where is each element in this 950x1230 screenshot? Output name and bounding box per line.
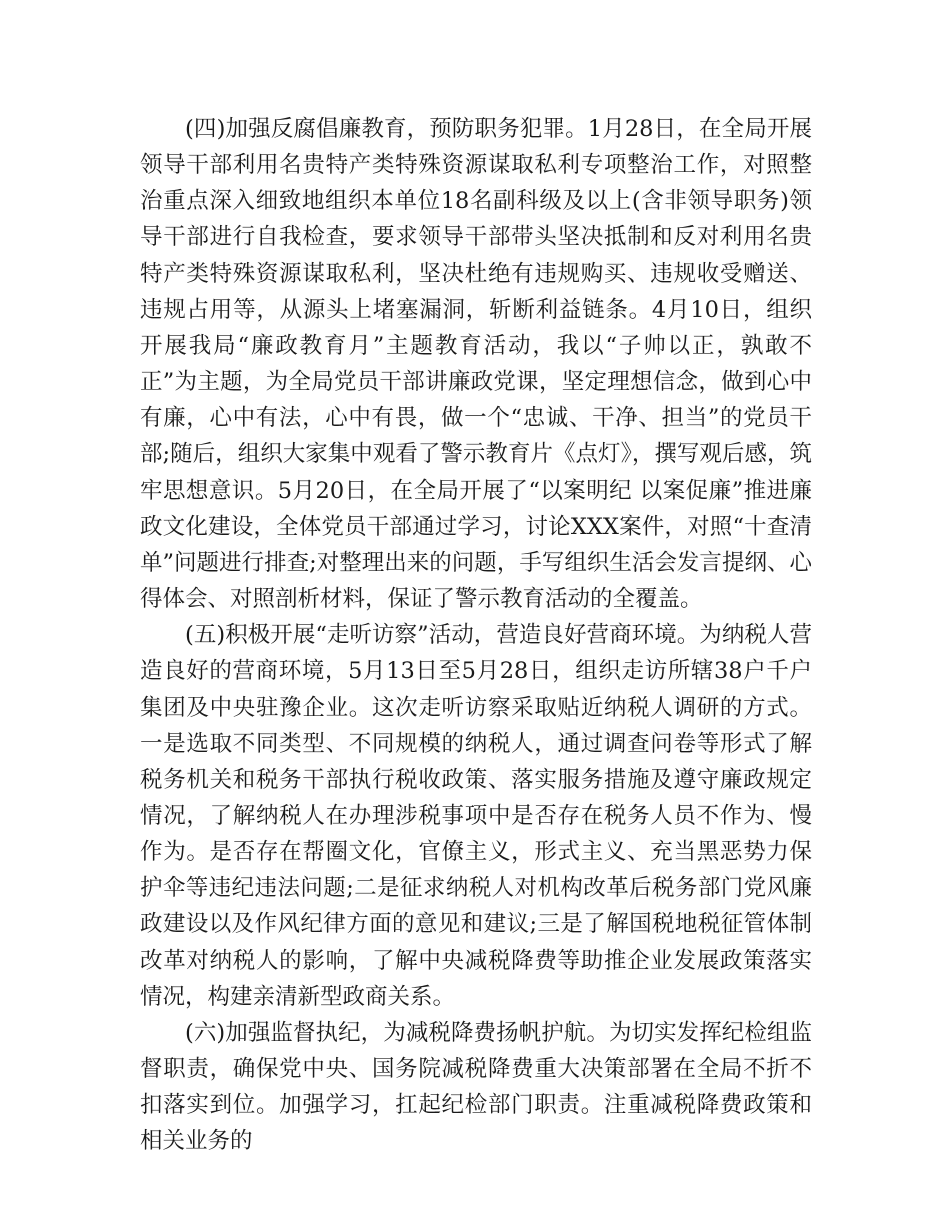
paragraph-supervision-discipline: (六)加强监督执纪，为减税降费扬帆护航。为切实发挥纪检组监督职责，确保党中央、国务院减税降费重大决策部署在全局不折不扣落实到位。加强学习，扛起纪检部门职责。注重减税降费政策和相关业务的	[140, 1019, 812, 1155]
paragraph-anti-corruption-education: (四)加强反腐倡廉教育，预防职务犯罪。1月28日，在全局开展领导干部利用名贵特产类特殊资源谋取私利专项整治工作，对照整治重点深入细致地组织本单位18名副科级及以上(含非领导职务)领导干部进行自我检查，要求领导干部带头坚决抵制和反对利用名贵特产类特殊资源谋取私利，坚决杜绝有违规购买、违规收受赠送、违规占用等，从源头上堵塞漏洞，斩断利益链条。4月10日，组织开展我局“廉政教育月”主题教育活动，我以“子帅以正，孰敢不正”为主题，为全局党员干部讲廉政党课，坚定理想信念，做到心中有廉，心中有法，心中有畏，做一个“忠诚、干净、担当”的党员干部;随后，组织大家集中观看了警示教育片《点灯》，撰写观后感，筑牢思想意识。5月20日，在全局开展了“以案明纪 以案促廉”推进廉政文化建设，全体党员干部通过学习，讨论XXX案件，对照“十查清单”问题进行排查;对整理出来的问题，手写组织生活会发言提纲、心得体会、对照剖析材料，保证了警示教育活动的全覆盖。	[140, 116, 812, 613]
paragraph-visit-and-inspect: (五)积极开展“走听访察”活动，营造良好营商环境。为纳税人营造良好的营商环境，5月13日至5月28日，组织走访所辖38户千户集团及中央驻豫企业。这次走听访察采取贴近纳税人调研的方式。一是选取不同类型、不同规模的纳税人，通过调查问卷等形式了解税务机关和税务干部执行税收政策、落实服务措施及遵守廉政规定情况，了解纳税人在办理涉税事项中是否存在税务人员不作为、慢作为。是否存在帮圈文化，官僚主义，形式主义、充当黑恶势力保护伞等违纪违法问题;二是征求纳税人对机构改革后税务部门党风廉政建设以及作风纪律方面的意见和建议;三是了解国税地税征管体制改革对纳税人的影响，了解中央减税降费等助推企业发展政策落实情况，构建亲清新型政商关系。	[140, 622, 812, 1010]
document-body	[140, 111, 812, 1160]
